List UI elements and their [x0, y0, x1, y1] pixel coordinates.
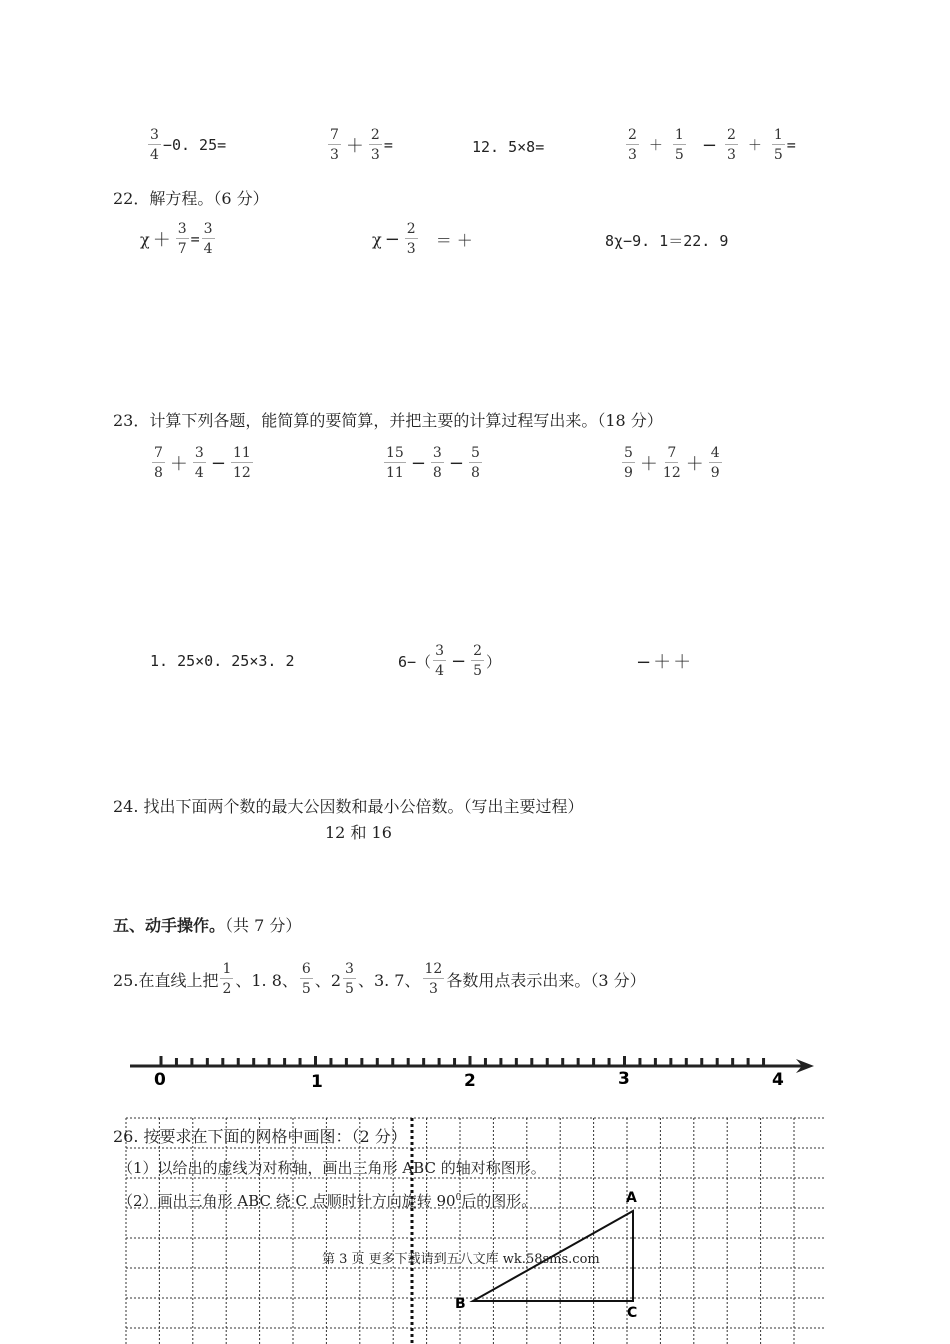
q26-part2: （2）画出三角形 ABC 绕 C 点顺时针方向旋转 $90^0$后的图形。	[118, 1192, 537, 1210]
expr-23-3: $\frac{5}{9}$ ＋ $\frac{7}{12}$ ＋ $\frac{4}{9}$	[624, 445, 720, 481]
vertex-label-b: B	[455, 1296, 466, 1312]
vertex-label-c: C	[627, 1305, 638, 1321]
expr-21-3: 12. 5×8=	[472, 138, 545, 156]
section-5-heading: 五、动手操作。（共 7 分）	[113, 916, 302, 935]
page-footer: 第 3 页 更多下载请到五八文库 wk.58sms.com	[322, 1252, 600, 1267]
expr-23-5: 6−（ $\frac{3}{4}$ − $\frac{2}{5}$ ）	[398, 643, 502, 679]
expr-21-4: $\frac{2}{3}$ ＋ $\frac{1}{5}$ − $\frac{2}{3}$ ＋ $\frac{1}{5}$ =	[628, 127, 796, 163]
q22-title: 22．解方程。（6 分）	[113, 189, 269, 208]
q26-part1: （1）以给出的虚线为对称轴，画出三角形 ABC 的轴对称图形。	[118, 1159, 546, 1177]
expr-23-6: −＋＋	[636, 652, 694, 673]
tick-label-3: 3	[618, 1069, 630, 1089]
fraction: $\frac{3}{4}$	[150, 127, 159, 163]
q26-title: 26. 按要求在下面的网格中画图：（2 分）	[113, 1127, 407, 1146]
equation-22-2: χ − $\frac{2}{3}$ ＝ ＋	[372, 221, 473, 257]
q24-title: 24. 找出下面两个数的最大公因数和最小公倍数。（写出主要过程）	[113, 797, 584, 816]
tick-label-2: 2	[464, 1071, 476, 1091]
q25-text: 25.在直线上把 $\frac{1}{2}$ 、1. 8、 $\frac{6}{5}$ 、2 $\frac{3}{5}$ 、3. 7、 $\frac{12}{3}$ 各数用点表示出来。（3 分）	[113, 961, 646, 997]
equation-22-3: 8χ−9. 1＝22. 9	[605, 232, 729, 250]
expr-21-1: $\frac{3}{4}$ −0. 25=	[150, 127, 227, 163]
expr-23-4: 1. 25×0. 25×3. 2	[150, 652, 295, 670]
number-line	[0, 1040, 950, 1100]
tick-label-1: 1	[311, 1072, 323, 1092]
expr-21-2: $\frac{7}{3}$ ＋ $\frac{2}{3}$ =	[330, 127, 393, 163]
expr-23-2: $\frac{15}{11}$ − $\frac{3}{8}$ − $\frac{5}{8}$	[386, 445, 480, 481]
vertex-label-a: A	[626, 1190, 637, 1206]
tick-label-4: 4	[772, 1070, 784, 1090]
grid-lines	[126, 1118, 826, 1344]
q24-numbers: 12 和 16	[325, 823, 392, 842]
tick-label-0: 0	[154, 1070, 166, 1090]
equation-22-1: χ ＋ $\frac{3}{7}$ = $\frac{3}{4}$	[140, 221, 213, 257]
q23-title: 23．计算下列各题，能简算的要简算，并把主要的计算过程写出来。（18 分）	[113, 411, 663, 430]
expr-23-1: $\frac{7}{8}$ ＋ $\frac{3}{4}$ − $\frac{11}{12}$	[154, 445, 251, 481]
